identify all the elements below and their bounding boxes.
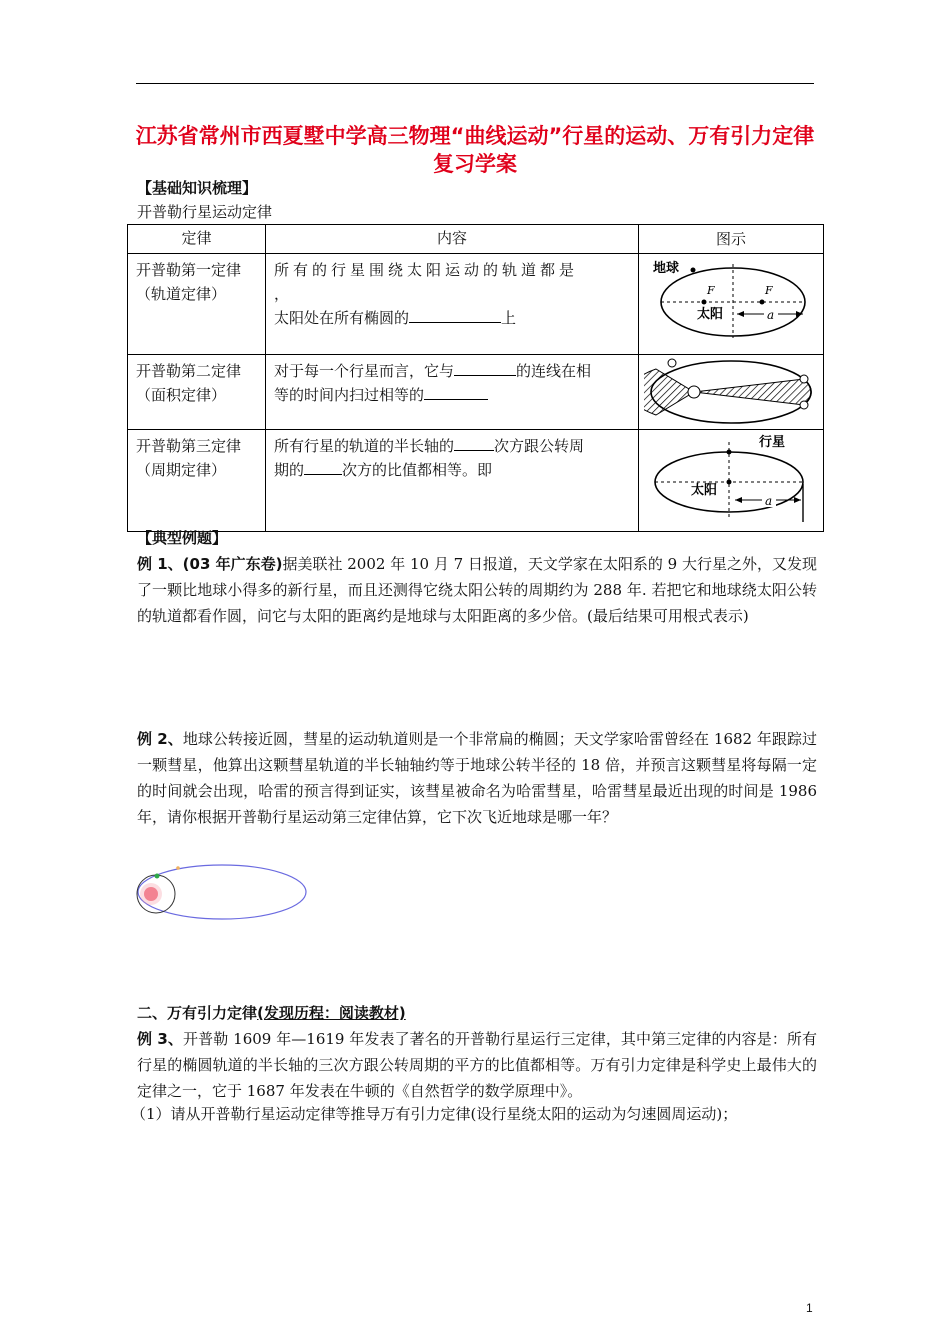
example-2-text: 地球公转接近圆，彗星的运动轨道则是一个非常扁的椭圆；天文学家哈雷曾经在 1682 年跟踪过一颗彗星，他算出这颗彗星轨道的半长轴轴约等于地球公转半径的 18 倍，并预言这颗彗星将每隔一定的时间就会出现，哈雷的预言得到证实，该彗星被命名为哈雷彗星，哈雷彗星最近出现的时间是 1986 年，请你根据开普勒行星运动第三定律估算，它下次飞近地球是哪一年？ [137,730,817,826]
fill-blank [409,307,501,323]
table-row [128,430,824,532]
example-2 [137,726,817,830]
law-alias: （周期定律） [136,461,227,479]
planet-label: 行星 [759,435,786,450]
fill-blank [304,459,342,475]
figure-cell [639,430,824,532]
content-text: 的连线在相 [515,362,591,380]
example-1 [137,551,817,629]
content-text: 等的时间内扫过相等的 [273,386,424,404]
comet-dot [176,866,180,870]
table-row [128,254,824,355]
second-law-diagram [644,357,818,427]
fill-blank [454,360,516,376]
law-name: 开普勒第二定律 [136,362,242,380]
example-3-text: 开普勒 1609 年—1619 年发表了著名的开普勒行星运行三定律，其中第三定律的内容是：所有行星的椭圆轨道的半长轴的三次方跟公转周期的平方的比值都相等。万有引力定律是科学史上最伟大的定律之一，它于 1687 年发表在牛顿的《自然哲学的数学原理中》。 [137,1030,818,1100]
section-2-lead: 二、万有引力定律 [137,1004,258,1022]
planet-dot [800,375,808,383]
example-3-question-1: （1）请从开普勒行星运动定律等推导万有引力定律(设行星绕太阳的运动为匀速圆周运动)； [131,1105,738,1123]
law-cell [128,254,266,355]
planet-dot [800,401,808,409]
sun-label: 太阳 [697,307,724,322]
focus-label: F [765,284,773,297]
first-law-diagram [647,256,815,340]
comet-orbit-diagram [130,860,312,922]
figure-cell [639,355,824,430]
content-cell [265,355,638,430]
section-basics-heading: 【基础知识梳理】 [137,179,258,197]
law-alias: （面积定律） [136,386,227,404]
example-1-text: 据美联社 2002 年 10 月 7 日报道，天文学家在太阳系的 9 大行星之外，又发现了一颗比地球小得多的新行星，而且还测得它绕太阳公转的周期约为 288 年. 若把它和地球绕太阳公转的轨道都看作圆，问它与太阳的距离约是地球与太阳距离的多少倍。(最后结果可用根式表示) [137,555,818,625]
content-text: 次方的比值都相等。即 [341,461,492,479]
content-line [274,359,630,383]
sun-label: 太阳 [691,483,718,498]
earth-dot [691,268,696,273]
semi-major-axis-label: a [765,494,773,508]
kepler-heading: 开普勒行星运动定律 [137,203,273,221]
section-2-heading [137,1001,817,1026]
content-line: 所有的行星围绕太阳运动的轨道都是 [273,261,578,279]
focus-dot [760,300,765,305]
content-text: 期的 [273,461,304,479]
focus-dot [702,300,707,305]
table-header-row [128,225,824,254]
planet-dot [727,450,732,455]
example-3-label: 例 3、 [137,1030,184,1048]
semi-major-axis-label: a [767,308,775,322]
law-cell [128,355,266,430]
fill-blank [454,435,494,451]
content-line: ， [273,285,289,303]
example-3 [137,1026,817,1104]
focus-label: F [707,284,715,297]
header-law: 定律 [128,225,266,254]
content-text: 太阳处在所有椭圆的 [273,309,409,327]
section-examples-heading: 【典型例题】 [137,529,228,547]
kepler-laws-table [127,224,824,532]
example-2-label: 例 2、 [137,730,183,748]
sun-dot [727,480,732,485]
law-name: 开普勒第一定律 [136,261,242,279]
figure-cell [639,254,824,355]
content-text: 次方跟公转周 [493,437,584,455]
content-cell [265,430,638,532]
law-name: 开普勒第三定律 [136,437,242,455]
planet-dot [668,359,676,367]
content-text: 所有行星的轨道的半长轴的 [273,437,454,455]
law-cell [128,430,266,532]
content-text: 对于每一个行星而言，它与 [273,362,454,380]
sun-dot [688,386,700,398]
content-line [274,434,630,458]
content-line [274,383,630,407]
content-text: 上 [500,309,516,327]
fill-blank [424,384,488,400]
section-2-note: (发现历程：阅读教材) [257,1004,406,1022]
table-row [128,355,824,430]
earth-dot [155,874,160,879]
comet-orbit [138,865,306,919]
earth-label: 地球 [653,261,680,276]
content-line [274,306,630,330]
header-rule [136,83,814,84]
content-line [274,458,630,482]
content-cell [265,254,638,355]
header-figure: 图示 [639,225,824,254]
third-law-diagram [645,432,817,524]
law-alias: （轨道定律） [136,285,227,303]
header-content: 内容 [265,225,638,254]
page-number: 1 [806,1301,813,1315]
document-title: 江苏省常州市西夏墅中学高三物理“曲线运动”行星的运动、万有引力定律复习学案 [135,124,815,176]
example-1-label: 例 1、(03 年广东卷) [137,555,283,573]
